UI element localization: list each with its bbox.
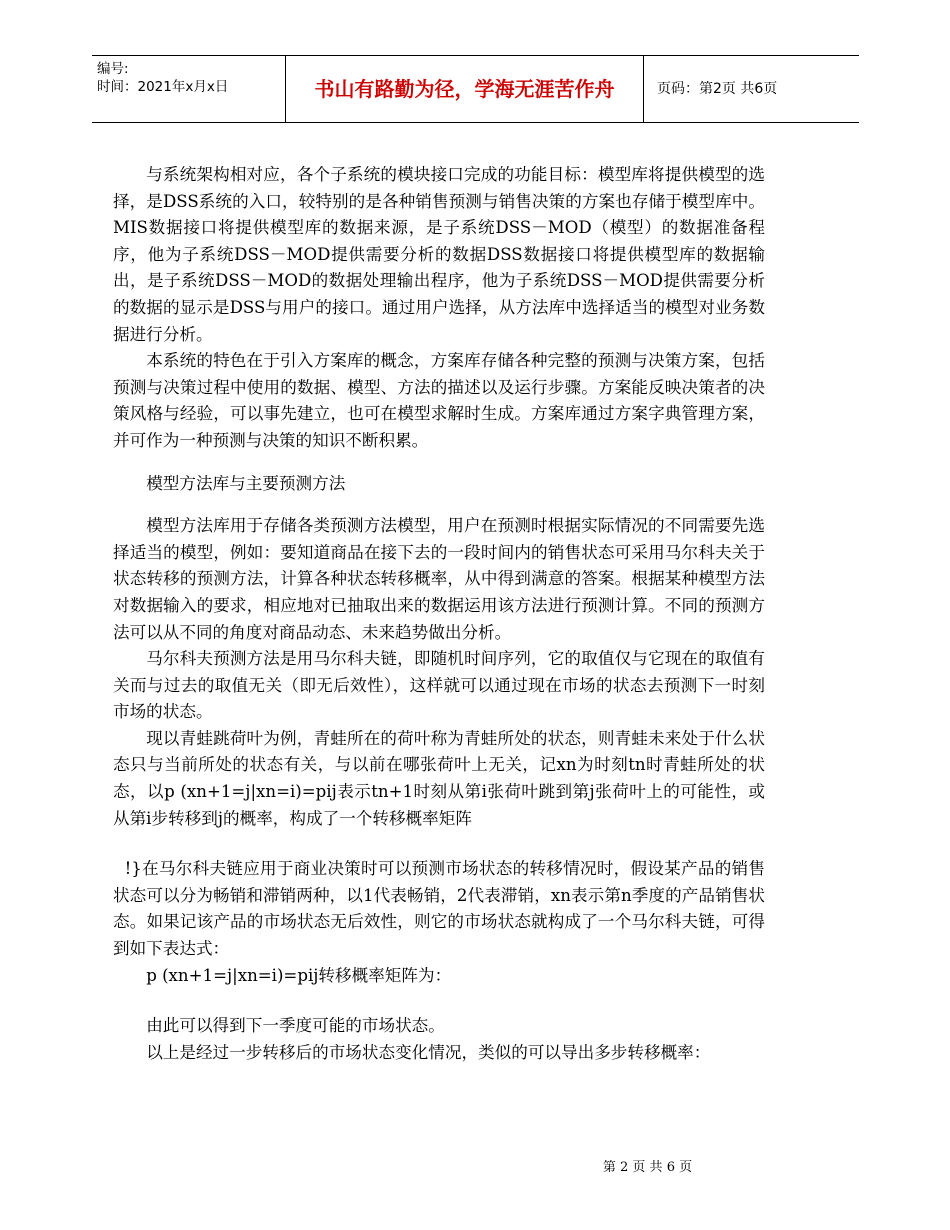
paragraph-next-quarter: 由此可以得到下一季度可能的市场状态。 bbox=[146, 1016, 445, 1036]
document-time-label: 时间：2021年x月x日 bbox=[97, 79, 229, 95]
section-heading-model-method-library: 模型方法库与主要预测方法 bbox=[146, 473, 346, 493]
paragraph-model-method-library: 模型方法库用于存储各类预测方法模型，用户在预测时根据实际情况的不同需要先选择适当的模型，例如：要知道商品在接下去的一段时间内的销售状态可采用马尔科夫关于状态转移的预测方法，计算各种状态转移概率，从中得到满意的答案。根据某种模型方法对数据输入的要求，相应地对已抽取出来的数据运用该方法进行预测计算。不同的预测方法可以从不同的角度对商品动态、未来趋势做出分析。 bbox=[113, 516, 765, 642]
paragraph-markov-method: 马尔科夫预测方法是用马尔科夫链，即随机时间序列，它的取值仅与它现在的取值有关而与过去的取值无关（即无后效性），这样就可以通过现在市场的状态去预测下一时刻市场的状态。 bbox=[113, 649, 765, 722]
document-number-label: 编号: bbox=[97, 61, 129, 77]
paragraph-frog-example: 现以青蛙跳荷叶为例，青蛙所在的荷叶称为青蛙所处的状态，则青蛙未来处于什么状态只与当前所处的状态有关，与以前在哪张荷叶上无关，记xn为时刻tn时青蛙所处的状态，以p (xn+1=j|xn=i)=pij表示tn+1时刻从第i张荷叶跳到第j张荷叶上的可能性，或从第i步转移到j的概率，构成了一个转移概率矩阵 bbox=[113, 728, 765, 828]
header-motto: 书山有路勤为径，学海无涯苦作舟 bbox=[285, 56, 644, 122]
paragraph-multi-step: 以上是经过一步转移后的市场状态变化情况，类似的可以导出多步转移概率： bbox=[146, 1042, 711, 1062]
paragraph-scheme-library: 本系统的特色在于引入方案库的概念，方案库存储各种完整的预测与决策方案，包括预测与决策过程中使用的数据、模型、方法的描述以及运行步骤。方案能反映决策者的决策风格与经验，可以事先建立，也可在模型求解时生成。方案库通过方案字典管理方案，并可作为一种预测与决策的知识不断积累。 bbox=[113, 351, 765, 450]
paragraph-market-application: !}在马尔科夫链应用于商业决策时可以预测市场状态的转移情况时，假设某产品的销售状态可以分为畅销和滞销两种，以1代表畅销，2代表滞销，xn表示第n季度的产品销售状态。如果记该产品的市场状态无后效性，则它的市场状态就构成了一个马尔科夫链，可得到如下表达式： bbox=[113, 859, 765, 959]
header-left-cell bbox=[92, 56, 285, 122]
page-header bbox=[92, 55, 859, 123]
header-page-label: 页码：第2页 共6页 bbox=[657, 81, 778, 97]
document-body bbox=[113, 162, 765, 1066]
page-footer: 第 2 页 共 6 页 bbox=[602, 1160, 693, 1175]
formula-transition-probability: p (xn+1=j|xn=i)=pij转移概率矩阵为： bbox=[146, 965, 452, 985]
paragraph-system-interface: 与系统架构相对应，各个子系统的模块接口完成的功能目标：模型库将提供模型的选择，是DSS系统的入口，较特别的是各种销售预测与销售决策的方案也存储于模型库中。MIS数据接口将提供模型库的数据来源，是子系统DSS－MOD（模型）的数据准备程序，他为子系统DSS－MOD提供需要分析的数据DSS数据接口将提供模型库的数据输出，是子系统DSS－MOD的数据处理输出程序，他为子系统DSS－MOD提供需要分析的数据的显示是DSS与用户的接口。通过用户选择，从方法库中选择适当的模型对业务数据进行分析。 bbox=[113, 165, 765, 344]
